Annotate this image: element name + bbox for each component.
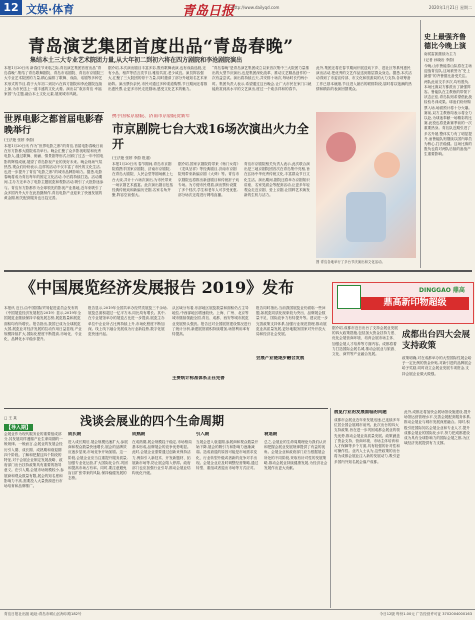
side-story-col2: 政策明确,对在成都举办的大型国际性展会给予一定比例的资金补贴,对新引进的品牌展会给予奖励,同时设立会展业发展专项资金,支持会展企业做大做强。 [402,356,472,376]
feature-col1: 本报讯 近日,由中国国际贸易促进委员会发布的《中国展览经济发展报告2019》显示,2019年全国展览业继续保持平稳发展态势,展览数量和展览面积均有所增长。报告指出,我国已成为全球展览大国,展览业对经济发展的拉动作用日益显现,产业规模持续扩大,国际化程度不断提高,市场化、专业化、品牌化水平稳步提升。 [4,306,82,342]
figure-shape [346,192,386,242]
page-footer [0,609,475,620]
lead-body-col4: 此外,集团还将在春节期间开展送戏下乡、进社区等系列惠民演出活动,把优秀的文艺作品送到基层群众身边。据悉,本次活动得到了市委宣传部、市文化和旅游局的大力支持,各项筹备工作已基本就绪,节目进入最后的联排阶段,届时将以饱满的热情和精彩的表演回馈观众。 [316,66,412,91]
center-story-kicker: 携手国家京剧院、济南市京剧院贺新年 [112,114,191,119]
feature-col4: 报告同时指出,当前我国展览业仍面临一些问题,如展览同质化现象较为突出、品牌展会数量不足、国际竞争力有待提升等。建议进一步完善政策支持体系,加强行业规范管理,推动展览业高质量发展,更好地服务国家对外开放大局和经济社会发展。 [256,306,328,337]
advertisement[interactable] [332,282,474,324]
ad-banner-text: 鼎高新印物超级 [361,297,469,310]
lantern-shape [326,132,356,162]
divider [4,112,104,113]
lead-subhead: 集结本土三大专业艺术院团力量,从大年初二到初六将在四方剧院和李沧剧院演出 [30,57,243,64]
column-rule [420,20,421,268]
feature-col2: 报告显示,2019年全国共举办经贸类展览三千余场,展览总面积超过一亿平方米,同比均有增长。其中,在专业展馆举办的展览占比进一步提高,展览主办单位中企业所占比例持续上升,市场化程度不断加深。线上线下融合发展成为行业新趋势,数字化展览快速兴起。 [88,306,168,337]
issue-date: 2020年1月21日 星期二 [428,5,472,10]
small-heading: 引入期 [196,432,210,437]
feature2-col5: 总之,会展业的生命周期理论为我们认识和把握会展业发展规律提供了有益的视角。会展企业和政府部门应当根据展会所处的不同阶段,采取有针对性的发展策略,推动会展业持续健康发展,为经济社会发展作出更大贡献。 [264,440,328,471]
small-heading: 成长期 [68,432,82,437]
section-title: 文娱·体育 [26,3,75,16]
ad-brand: DINGGAO 鼎高 [419,287,465,294]
footer-left: 青岛日报社出版 地址:青岛市崂山区海尔路182号 [4,612,82,616]
right-bottom-col1: 成都市会展业近年来发展迅速,已连续多年位居全国会展城市前列。此次出台的四大支持政策,旨在进一步巩固成都会展业的领先优势,推动会展业高质量发展。政策涵盖了资金支持、营商环境、市场主体培育和人才保障等多个方面,具有较强的针对性和可操作性。业内人士认为,这些政策的出台将为成都会展业注入新的发展动力,吸引更多国内外知名展会落户成都。 [334,418,400,464]
center-story-headline: 市京剧院七台大戏16场次演出火力全开 [112,122,309,151]
right-story-headline: 史上最强齐鲁德比今晚上演 [424,32,466,50]
paper-logo: 青岛日报 [182,4,235,19]
right-story-byline: (记者 孙晓岩 李蔚) [424,58,455,62]
section-divider [4,270,472,272]
right-story-body: 今晚,山东鲁能泰山队将在主场迎战青岛队,这场被誉为“史上最强”的齐鲁德比备受关注。两队此前交手多次,均有胜负,本场比赛双方都派出了最强阵容。鲁能队在主教练的带领下状态正佳,青岛队则希望借此战检验冬训成果。球迷们纷纷购票入场,场面预计将十分火爆。赛前,双方主教练均表示将全力以赴,为球迷奉献一场精彩的比赛,此役也将是新赛季前的一次重要热身。青岛队近期引进了多名外援,整体实力有了明显提升,而鲁能队则继续以国内球员为核心,打法稳健。这场比赛的胜负也将对两队后续的备战产生重要影响。 [424,64,472,157]
lead-headline: 青岛演艺集团首度出品“青岛春晚” [28,37,294,57]
column-rule [330,408,331,608]
right-story-kicker: 南侯雷凯继续为主力 [424,52,457,56]
feature2-col4: 当展会进入衰退期,参展商和观众数量开始下降,展会的吸引力和影响力逐渐减弱。造成衰退的原因可能是市场需求变化、行业转型升级或者新的竞争对手出现。会展企业应及时调整经营策略,通过转型、重组或者退出市场等方式应对。 [196,440,259,471]
center-story-byline: (王法艳 张婷 李蔚 报道) [112,156,151,160]
feature-col3: 从区域分布看,东部地区展览数量和面积仍占主导地位,中西部地区增速较快。上海、广州、北京等城市继续领跑全国,青岛、成都、西安等城市展览业发展势头强劲。报告还对全国展馆建设情况进行了统计分析,新建展馆面积持续增加,场馆利用率有待提高。 [172,306,252,337]
photo-caption: 图 青岛各地举行了多台节庆演出和文化活动。 [316,260,385,264]
section-label: 【导入期】 [6,425,32,431]
subsection-heading: 主要统计标准体系正在完善 [172,376,225,381]
paper-url[interactable]: http://www.dailyqd.com [232,5,280,10]
lantern-shape [374,152,400,178]
subsection-heading: 会展产业链逐步融合发展 [256,356,305,361]
feature2-headline: 浅谈会展业的四个生命周期 [80,414,225,428]
divider [4,408,328,409]
feature2-byline: □ 王 某 [4,416,17,420]
lead-body-col3: “青岛春晚”是青岛演艺集团成立以来首次集中三大院团力量推出的大型节庆演出,也是集团深化改革、推动文艺精品创作的一次有益尝试。演出将持续五天,共安排十场次,每场时长约两小时。集团负责人表示,希望通过这台晚会,让广大市民在家门口就能欣赏到高水平的文艺演出,度过一个欢乐祥和的春节。 [212,66,312,91]
feature2-col3: 在成熟期,展会规模趋于稳定,市场格局基本形成,品牌展会的竞争优势明显。此时,会展企业需要通过创新来保持活力,例如引入新技术、开发新题材、拓展新市场等,防止展会陷入停滞。政府部门也应加强行业引导,推动会展业结构优化升级。 [132,440,192,476]
small-heading: 成熟期 [132,432,146,437]
center-story-col3: 青岛市京剧院相关负责人表示,此次联合演出是三地京剧院团首次在青岛集中亮相,旨在弘扬中华优秀传统文化,丰富群众节日文化生活。演出期间,剧院还将举办京剧知识讲座、名家见面会等配套活动,让更多年轻观众走近京剧、爱上京剧,让国粹艺术焕发新的生机与活力。 [244,162,310,198]
masthead-bar [0,0,475,17]
small-heading: 衰退期 [264,432,278,437]
side-story-headline: 成都出台四大会展支持政策 [402,330,471,351]
left-story-body: 本报1月20日讯 作为“世界电影之都”的青岛,首届电影春晚日前在东方影都大剧院成功举行。晚会汇聚了众多影视明星和优秀电影人,通过歌舞、朗诵、情景剧等形式,回顾了过去一年中国电影的辉煌成就,展望了青岛影视产业的美好未来。晚会现场气氛热烈,观众们纷纷表示,这样的活动不仅丰富了市民的文化生活,也进一步提升了青岛“电影之都”的城市品牌影响力。据悉,电影春晚将成为青岛每年的固定文化活动,今后将持续打造。活动期间,主办方还举办了电影主题展览和观影活动,吸引了大批影迷参与。青岛东方影都作为全球领先的影视产业基地,近年来吸引了众多国内外大片在此拍摄制作,青岛电影产业迎来了快速发展的黄金期,相关配套服务也日趋完善。 [4,144,104,201]
subsection-heading: 展览行业的发展面临的问题 [334,410,387,415]
left-story-byline: (王法艳 张婷 李蔚) [4,138,35,142]
center-story-col1: 本报1月20日讯 春节期间,青岛市京剧院将携手国家京剧院、济南市京剧院,在青岛大剧院、人民会堂等剧场献上七台大戏,共计十六场次演出,为市民带来一场京剧艺术盛宴。此次演出剧目包括经典传统戏和新编历史剧,名家名角齐聚,阵容空前强大。 [112,162,174,198]
right-bottom-col2: 此外,成都还将加快会展场馆设施建设,提升场馆运营管理水平,完善会展配套服务体系,推动会展业与城市发展深度融合。同时,积极引进国际知名会展企业和专业人才,提升成都会展业的国际化水平,努力把成都建设成为具有全球影响力的国际会展之都,为区域经济发展提供有力支撑。 [404,410,471,446]
footer-right: 今日12版 每份1.00元 广告经营许可证 3702004000163 [379,612,472,616]
lead-body-col2: 据介绍,本次演出剧目丰富多彩,既有歌舞表演,也有戏曲选段,还有小品、相声等语言类节目,雅俗共赏,老少咸宜。演员阵容强大,汇聚了三大院团的骨干力量,同时邀请了部分外地知名艺术家助阵。演出票价亲民,市民可通过多种渠道购票,节日期间还将推出惠民票,让更多市民走进剧场,感受文化艺术的魅力。 [108,66,208,91]
left-story-headline: 世界电影之都首届电影春晚举行 [4,115,104,136]
festival-photo [316,112,416,258]
feature2-col2: 进入成长期后,展会规模迅速扩大,参展商和观众数量快速增长,展会的品牌效应逐步显现,市场竞争开始加剧。这一阶段,会展企业应当注重提升服务质量,加强专业化运营,扩大国际化合作,巩固和提高市场占有率。同时,要注意避免盲目扩张带来的风险,保持稳健发展的态势。 [68,440,128,481]
lead-body-col1: 本报1月20日讯 新春佳节来临之际,青岛演艺集团首度出品“青岛春晚”,集结了青岛歌舞剧院、青岛市话剧院、青岛市京剧院三大专业艺术院团的力量,精心编排了歌舞、戏曲、话剧等多种艺术形式的节目,将于大年初二到初六在四方剧院和李沧剧院连续上演,为市民送上一道丰盛的文化大餐。演出以“欢乐青岛 幸福家园”为主题,融合本土文化元素,展现城市风貌。 [4,66,104,97]
side-story-col1: 据介绍,成都市近日出台了支持会展业发展的四大政策措施,包括加大资金扶持力度、优化会展营商环境、培育会展市场主体、加强会展人才培养等方面内容。成都将着力打造国际会展名城,推动会展业与旅游、文化、商贸等产业融合发展。 [332,326,398,357]
feature2-col1: 会展业作为现代服务业的重要组成部分,其发展同样遵循产业生命周期的一般规律。一般而言,会展业的发展会经历引入期、成长期、成熟期和衰退期四个阶段。了解和把握这四个阶段的特征,对于会展企业制定发展战略、政府部门出台扶持政策具有重要的指导意义。在引入期,会展市场规模较小,参展商和观众数量有限,展会的知名度和影响力不高,需要投入大量资源进行市场培育和品牌推广。 [4,432,64,489]
page-number: 12 [0,0,22,15]
feature-headline: 《中国展览经济发展报告 2019》发布 [20,278,295,297]
qr-code-icon [337,285,361,309]
center-story-col2: 据介绍,国家京剧院将带来《杨门女将》《龙凤呈祥》等经典剧目,济南市京剧院则带来新编京剧《大舜》等。青岛市京剧院也将推出新创剧目和传统折子戏专场。为方便市民观看,演出票价设置了多个档次,学生和老年人可享受优惠,部分场次还将进行网络直播。 [178,162,240,198]
